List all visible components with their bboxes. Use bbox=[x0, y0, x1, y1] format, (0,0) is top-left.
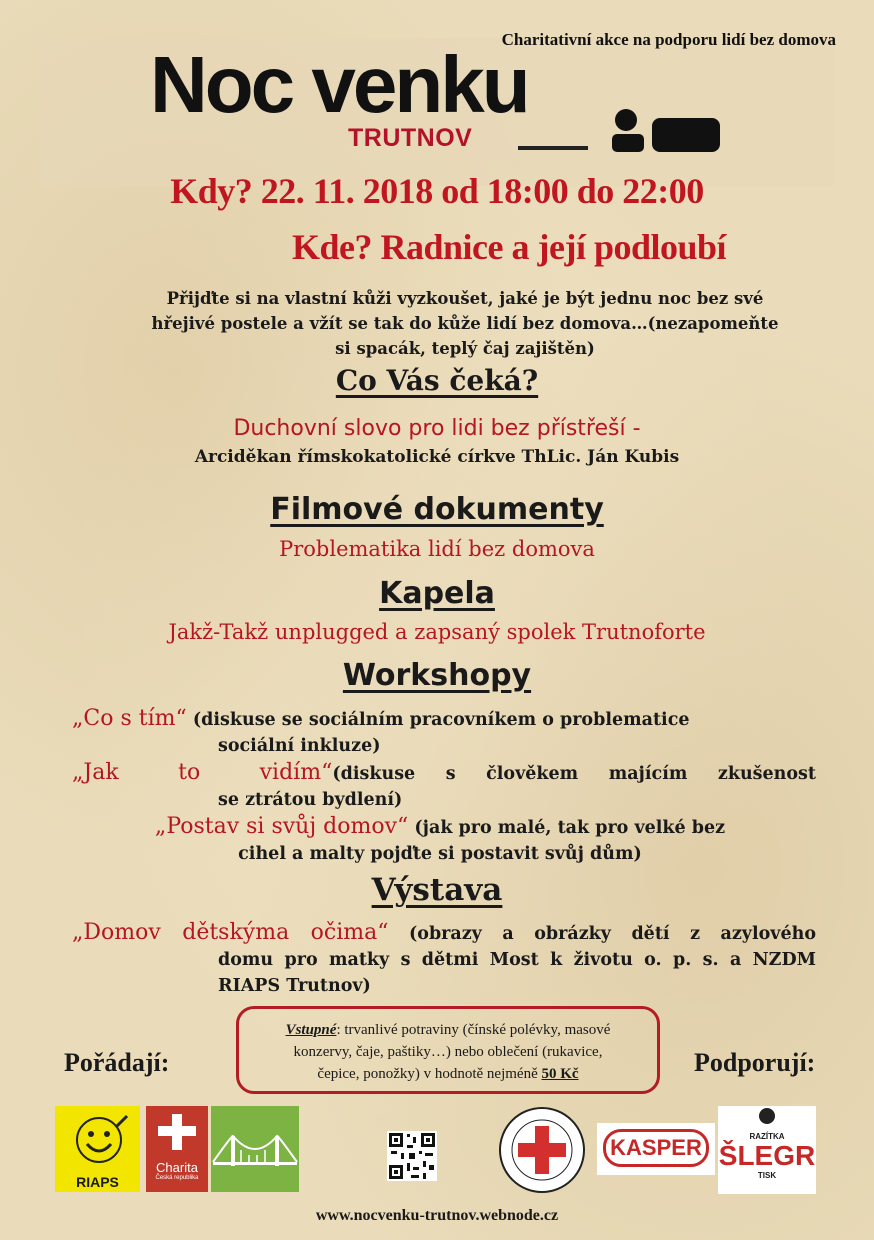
workshop-desc: (diskuse s člověkem majícím zkušenost bbox=[332, 764, 816, 784]
kasper-logo-text: KASPER bbox=[603, 1129, 709, 1167]
slegr-logo-text: ŠLEGR bbox=[718, 1140, 816, 1171]
slegr-bottom-text: TISK bbox=[757, 1171, 777, 1180]
admission-box bbox=[236, 1006, 660, 1094]
workshop-line bbox=[72, 706, 816, 733]
slegr-logo bbox=[718, 1106, 816, 1194]
program-heading: Co Vás čeká? bbox=[335, 364, 539, 397]
red-cross-logo bbox=[497, 1106, 587, 1194]
workshop-desc-cont: cihel a malty pojďte si postavit svůj dům) bbox=[238, 844, 642, 864]
red-cross-icon bbox=[497, 1106, 587, 1194]
logo-underline bbox=[518, 146, 588, 150]
website-link[interactable]: www.nocvenku-trutnov.webnode.cz bbox=[315, 1207, 559, 1224]
charita-cross-icon bbox=[146, 1106, 208, 1156]
exhibition-desc-cont: RIAPS Trutnov) bbox=[218, 976, 371, 996]
event-location: Kde? Radnice a její podloubí bbox=[292, 227, 727, 267]
admission-line: čepice, ponožky) v hodnotě nejméně 50 Kč bbox=[317, 1066, 579, 1082]
spiritual-title: Duchovní slovo pro lidi bez přístřeší - bbox=[233, 416, 641, 441]
exhibition-desc-cont: domu pro matky s dětmi Most k životu o. p. s. a NZDM bbox=[218, 950, 816, 970]
qr-code[interactable] bbox=[387, 1131, 437, 1181]
charita-logo bbox=[146, 1106, 208, 1192]
intro-line: si spacák, teplý čaj zajištěn) bbox=[335, 339, 595, 358]
bridge-logo bbox=[211, 1106, 299, 1192]
workshop-item bbox=[72, 706, 816, 759]
intro-text bbox=[100, 286, 830, 361]
intro-line: Přijďte si na vlastní kůži vyzkoušet, jaké je být jednu noc bez své bbox=[166, 289, 764, 308]
workshop-desc: (jak pro malé, tak pro velké bez bbox=[408, 818, 726, 838]
band-heading: Kapela bbox=[379, 576, 495, 611]
event-logo-title: Noc venku bbox=[150, 40, 528, 129]
riaps-logo-text: RIAPS bbox=[76, 1174, 119, 1190]
qr-code-icon bbox=[387, 1131, 437, 1181]
workshop-title: „Co s tím“ bbox=[72, 706, 187, 731]
workshop-item bbox=[72, 760, 816, 813]
riaps-logo bbox=[55, 1106, 140, 1192]
slegr-top-text: RAZÍTKA bbox=[749, 1132, 785, 1141]
films-heading: Filmové dokumenty bbox=[270, 492, 604, 527]
exhibition-heading: Výstava bbox=[371, 872, 503, 908]
workshop-title: „Postav si svůj domov“ bbox=[154, 814, 409, 839]
workshops-heading: Workshopy bbox=[342, 658, 532, 693]
workshop-title: „Jak to vidím“ bbox=[72, 760, 333, 785]
admission-amount: 50 Kč bbox=[541, 1066, 579, 1082]
intro-line: hřejivé postele a vžít se tak do kůže lidí bez domova…(nezapomeňte bbox=[151, 314, 779, 333]
bridge-icon bbox=[211, 1106, 299, 1192]
workshop-desc-cont: sociální inkluze) bbox=[218, 736, 381, 756]
films-text: Problematika lidí bez domova bbox=[279, 537, 595, 561]
sleeping-person-icon bbox=[608, 106, 722, 154]
event-logo-city: TRUTNOV bbox=[348, 124, 473, 152]
smiley-icon bbox=[55, 1106, 140, 1170]
charita-logo-text: Charita bbox=[156, 1160, 198, 1175]
admission-line: konzervy, čaje, paštiky…) nebo oblečení (rukavice, bbox=[293, 1044, 603, 1060]
workshop-desc: (diskuse se sociálním pracovníkem o problematice bbox=[186, 710, 690, 730]
event-date: Kdy? 22. 11. 2018 od 18:00 do 22:00 bbox=[170, 171, 704, 211]
workshop-line bbox=[60, 814, 820, 841]
workshop-line bbox=[72, 760, 816, 787]
charita-logo-subtext: Česká republika bbox=[155, 1175, 199, 1181]
exhibition-title: „Domov dětskýma očima“ bbox=[72, 920, 389, 945]
workshop-item bbox=[60, 814, 820, 867]
workshop-desc-cont: se ztrátou bydlení) bbox=[218, 790, 403, 810]
exhibition-line bbox=[72, 920, 816, 947]
exhibition-item bbox=[72, 920, 816, 999]
band-text: Jakž-Takž unplugged a zapsaný spolek Trutnoforte bbox=[168, 620, 706, 644]
tagline: Charitativní akce na podporu lidí bez domova bbox=[501, 30, 836, 49]
kasper-logo bbox=[597, 1123, 715, 1175]
spiritual-speaker: Arciděkan římskokatolické církve ThLic. Ján Kubis bbox=[194, 447, 680, 467]
stamp-icon bbox=[718, 1106, 816, 1128]
admission-label: Vstupné bbox=[285, 1022, 337, 1038]
supporters-label: Podporují: bbox=[694, 1048, 816, 1077]
organizers-label: Pořádají: bbox=[64, 1048, 170, 1077]
exhibition-desc: (obrazy a obrázky dětí z azylového bbox=[388, 924, 816, 944]
admission-line: Vstupné: trvanlivé potraviny (čínské polévky, masové bbox=[285, 1022, 611, 1038]
